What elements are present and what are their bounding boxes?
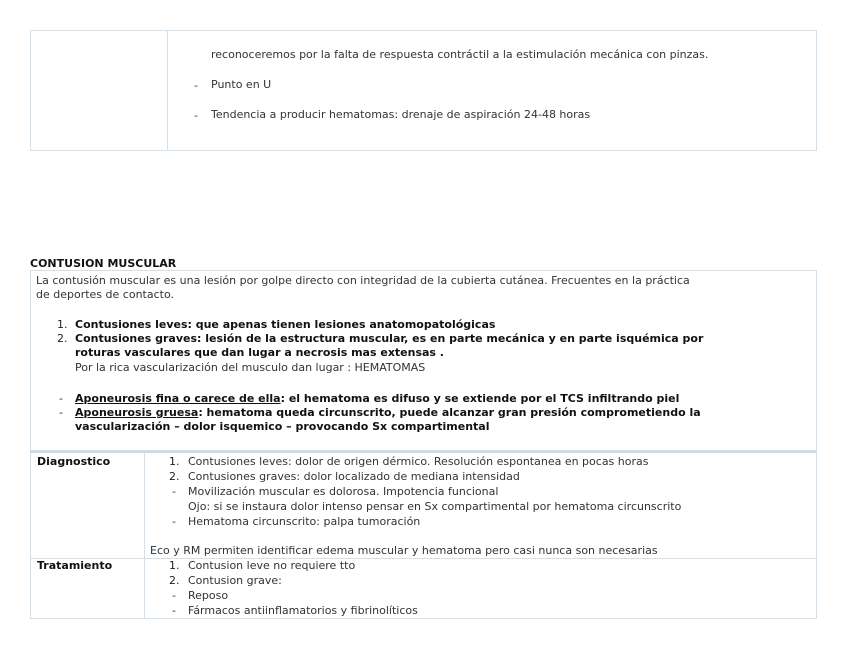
- hematomas-note: Por la rica vascularización del musculo dan lugar : HEMATOMAS: [75, 361, 426, 374]
- tratamiento-label: Tratamiento: [37, 559, 113, 572]
- list-number: 2.: [57, 332, 68, 345]
- aponeurosis-gruesa: [75, 406, 701, 419]
- diag-line-3: Movilización muscular es dolorosa. Impotencia funcional: [188, 485, 499, 498]
- aponeurosis-gruesa-desc: : hematoma queda circunscrito, puede alcanzar gran presión comprometiendo la: [198, 406, 701, 419]
- bullet-dash: -: [194, 79, 198, 92]
- row-separator: [31, 558, 816, 559]
- list-number: 1.: [57, 318, 68, 331]
- intro-line-1: La contusión muscular es una lesión por golpe directo con integridad de la cubierta cutánea. Frecuentes en la práctica: [36, 274, 690, 287]
- section-title: CONTUSION MUSCULAR: [30, 257, 177, 270]
- bullet-dash: -: [59, 406, 63, 419]
- aponeurosis-fina-term: Aponeurosis fina o carece de ella: [75, 392, 281, 405]
- list-number: 1.: [169, 455, 180, 468]
- list-item-graves-1: Contusiones graves: lesión de la estructura muscular, es en parte mecánica y en parte isquémica por: [75, 332, 704, 345]
- column-separator: [144, 453, 145, 618]
- diagnostico-label: Diagnostico: [37, 455, 111, 468]
- intro-line-2: de deportes de contacto.: [36, 288, 174, 301]
- top-table: [30, 30, 817, 151]
- aponeurosis-fina: [75, 392, 679, 405]
- contusion-intro-box: [30, 270, 817, 451]
- diag-line-2: Contusiones graves: dolor localizado de mediana intensidad: [188, 470, 520, 483]
- bullet-dash: -: [172, 515, 176, 528]
- bullet-dash: -: [194, 109, 198, 122]
- diag-line-5: Hematoma circunscrito: palpa tumoración: [188, 515, 421, 528]
- top-table-left-cell: [31, 31, 168, 150]
- diag-line-1: Contusiones leves: dolor de origen dérmico. Resolución espontanea en pocas horas: [188, 455, 649, 468]
- diagnostico-tratamiento-table: [30, 451, 817, 619]
- list-item-graves-2: roturas vasculares que dan lugar a necrosis mas extensas .: [75, 346, 444, 359]
- trat-line-4: Fármacos antiinflamatorios y fibrinolíticos: [188, 604, 418, 617]
- bullet-dash: -: [172, 485, 176, 498]
- list-number: 1.: [169, 559, 180, 572]
- trat-line-1: Contusion leve no requiere tto: [188, 559, 356, 572]
- diag-line-6: Eco y RM permiten identificar edema muscular y hematoma pero casi nunca son necesarias: [150, 544, 658, 557]
- bullet-dash: -: [59, 392, 63, 405]
- aponeurosis-gruesa-line-2: vascularización – dolor isquemico – provocando Sx compartimental: [75, 420, 490, 433]
- trat-line-2: Contusion grave:: [188, 574, 282, 587]
- aponeurosis-gruesa-term: Aponeurosis gruesa: [75, 406, 199, 419]
- list-number: 2.: [169, 574, 180, 587]
- trat-line-3: Reposo: [188, 589, 229, 602]
- bullet-dash: -: [172, 589, 176, 602]
- top-item-1: Punto en U: [211, 78, 272, 91]
- list-number: 2.: [169, 470, 180, 483]
- bullet-dash: -: [172, 604, 176, 617]
- top-line-1: reconoceremos por la falta de respuesta contráctil a la estimulación mecánica con pinzas.: [211, 48, 709, 61]
- top-item-2: Tendencia a producir hematomas: drenaje de aspiración 24-48 horas: [211, 108, 591, 121]
- aponeurosis-fina-desc: : el hematoma es difuso y se extiende por el TCS infiltrando piel: [280, 392, 680, 405]
- diag-line-4: Ojo: si se instaura dolor intenso pensar en Sx compartimental por hematoma circunscrito: [188, 500, 682, 513]
- list-item-leves: Contusiones leves: que apenas tienen lesiones anatomopatológicas: [75, 318, 496, 331]
